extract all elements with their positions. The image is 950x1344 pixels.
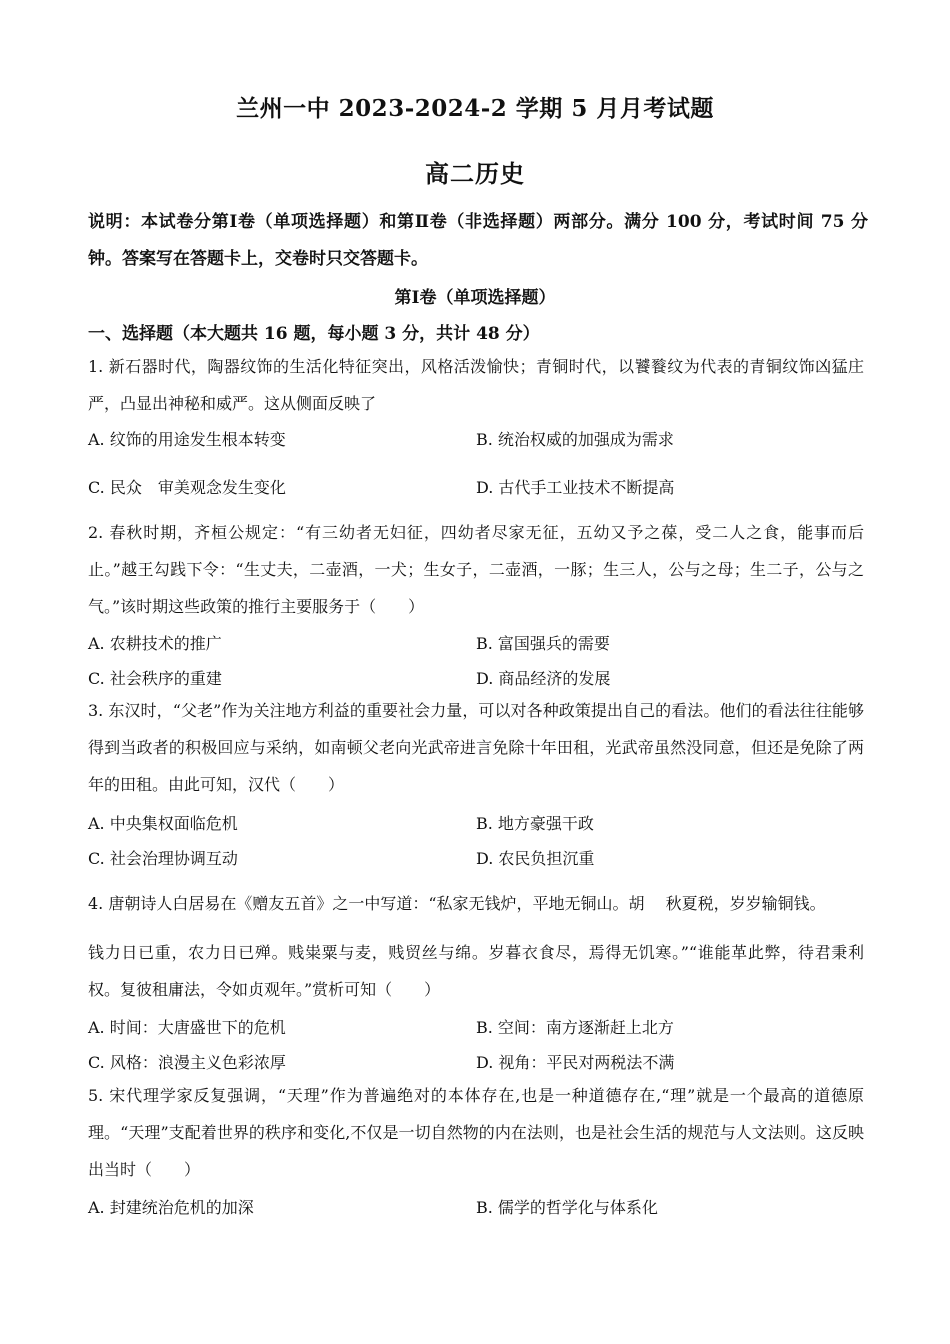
question-4-stem-continued: 钱力日已重，农力日已殚。贱粜粟与麦，贱贸丝与绵。岁暮衣食尽，焉得无饥寒。”“谁能革此弊，待君秉利权。复彼租庸法，令如贞观年。”赏析可知（ ） bbox=[88, 943, 864, 999]
question-2-stem: 2. 春秋时期，齐桓公规定：“有三幼者无妇征，四幼者尽家无征，五幼又予之葆，受二人之食，能事而后止。”越王勾践下令：“生丈夫，二壶酒，一犬；生女子，二壶酒，一豚；生三人，公与之母；生二子，公与之气。”该时期这些政策的推行主要服务于（ ） bbox=[88, 523, 864, 616]
question-2-option-a: A. 农耕技术的推广 bbox=[88, 634, 222, 653]
question-5-option-b: B. 儒学的哲学化与体系化 bbox=[476, 1198, 658, 1217]
question-3-option-c: C. 社会治理协调互动 bbox=[88, 849, 238, 868]
question-3-option-a: A. 中央集权面临危机 bbox=[88, 814, 238, 833]
question-1-option-b: B. 统治权威的加强成为需求 bbox=[476, 430, 674, 449]
question-1-option-a: A. 纹饰的用途发生根本转变 bbox=[88, 430, 286, 449]
question-5-option-a: A. 封建统治危机的加深 bbox=[88, 1198, 254, 1217]
question-2-option-d: D. 商品经济的发展 bbox=[476, 669, 611, 688]
question-4-option-a: A. 时间：大唐盛世下的危机 bbox=[88, 1018, 286, 1037]
question-2-option-c: C. 社会秩序的重建 bbox=[88, 669, 222, 688]
part-heading: 一、选择题（本大题共 16 题，每小题 3 分，共计 48 分） bbox=[88, 324, 540, 344]
question-2-option-b: B. 富国强兵的需要 bbox=[476, 634, 610, 653]
question-1-option-d: D. 古代手工业技术不断提高 bbox=[476, 478, 675, 497]
exam-instructions: 说明：本试卷分第Ⅰ卷（单项选择题）和第Ⅱ卷（非选择题）两部分。满分 100 分，考试时间 75 分钟。答案写在答题卡上，交卷时只交答题卡。 bbox=[88, 212, 868, 269]
question-3-stem: 3. 东汉时，“父老”作为关注地方利益的重要社会力量，可以对各种政策提出自己的看法。他们的看法往往能够得到当政者的积极回应与采纳，如南顿父老向光武帝进言免除十年田租，光武帝虽然没同意，但还是免除了两年的田租。由此可知，汉代（ ） bbox=[88, 701, 864, 794]
question-1-stem: 1. 新石器时代，陶器纹饰的生活化特征突出，风格活泼愉快；青铜时代，以饕餮纹为代表的青铜纹饰凶猛庄严，凸显出神秘和威严。这从侧面反映了 bbox=[88, 357, 864, 413]
question-4-option-c: C. 风格：浪漫主义色彩浓厚 bbox=[88, 1053, 286, 1072]
question-4-option-d: D. 视角：平民对两税法不满 bbox=[476, 1053, 675, 1072]
question-1-option-c: C. 民众 审美观念发生变化 bbox=[88, 478, 286, 497]
exam-title: 兰州一中 2023-2024-2 学期 5 月月考试题 bbox=[236, 95, 714, 122]
question-3-option-b: B. 地方豪强干政 bbox=[476, 814, 594, 833]
subject-title: 高二历史 bbox=[425, 159, 525, 188]
question-4-option-b: B. 空间：南方逐渐赶上北方 bbox=[476, 1018, 674, 1037]
question-5-stem: 5. 宋代理学家反复强调，“天理”作为普遍绝对的本体存在,也是一种道德存在,“理”就是一个最高的道德原理。“天理”支配着世界的秩序和变化,不仅是一切自然物的内在法则，也是社会生活的规范与人文法则。这反映出当时（ ） bbox=[88, 1086, 864, 1179]
section-title: 第Ⅰ卷（单项选择题） bbox=[394, 288, 556, 308]
question-4-stem-line1: 4. 唐朝诗人白居易在《赠友五首》之一中写道：“私家无钱炉，平地无铜山。胡 秋夏税，岁岁输铜钱。 bbox=[88, 894, 826, 913]
question-3-option-d: D. 农民负担沉重 bbox=[476, 849, 595, 868]
